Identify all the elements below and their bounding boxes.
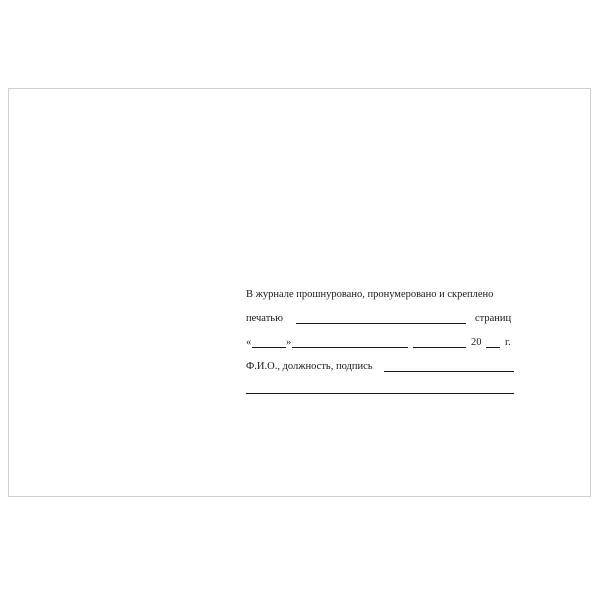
seal-label: печатью <box>246 312 283 324</box>
extra-signature-blank[interactable] <box>246 393 514 394</box>
binding-statement-text: В журнале прошнуровано, пронумеровано и скреплено <box>246 288 494 300</box>
signature-row <box>246 360 514 374</box>
signature-blank[interactable] <box>384 371 514 372</box>
quote-open: « <box>246 336 252 348</box>
date-row <box>246 336 514 350</box>
year-prefix-blank[interactable] <box>413 347 466 348</box>
month-blank[interactable] <box>292 347 408 348</box>
quote-close: » <box>286 336 292 348</box>
binding-statement-row <box>246 288 514 302</box>
seal-pages-row <box>246 312 514 326</box>
year-suffix: г. <box>505 336 511 348</box>
pages-count-blank[interactable] <box>296 323 466 324</box>
year-prefix: 20 <box>471 336 482 348</box>
day-blank[interactable] <box>252 347 286 348</box>
pages-label: страниц <box>475 312 512 324</box>
year-blank[interactable] <box>486 347 500 348</box>
extra-signature-row <box>246 382 514 396</box>
signature-label: Ф.И.О., должность, подпись <box>246 360 373 372</box>
